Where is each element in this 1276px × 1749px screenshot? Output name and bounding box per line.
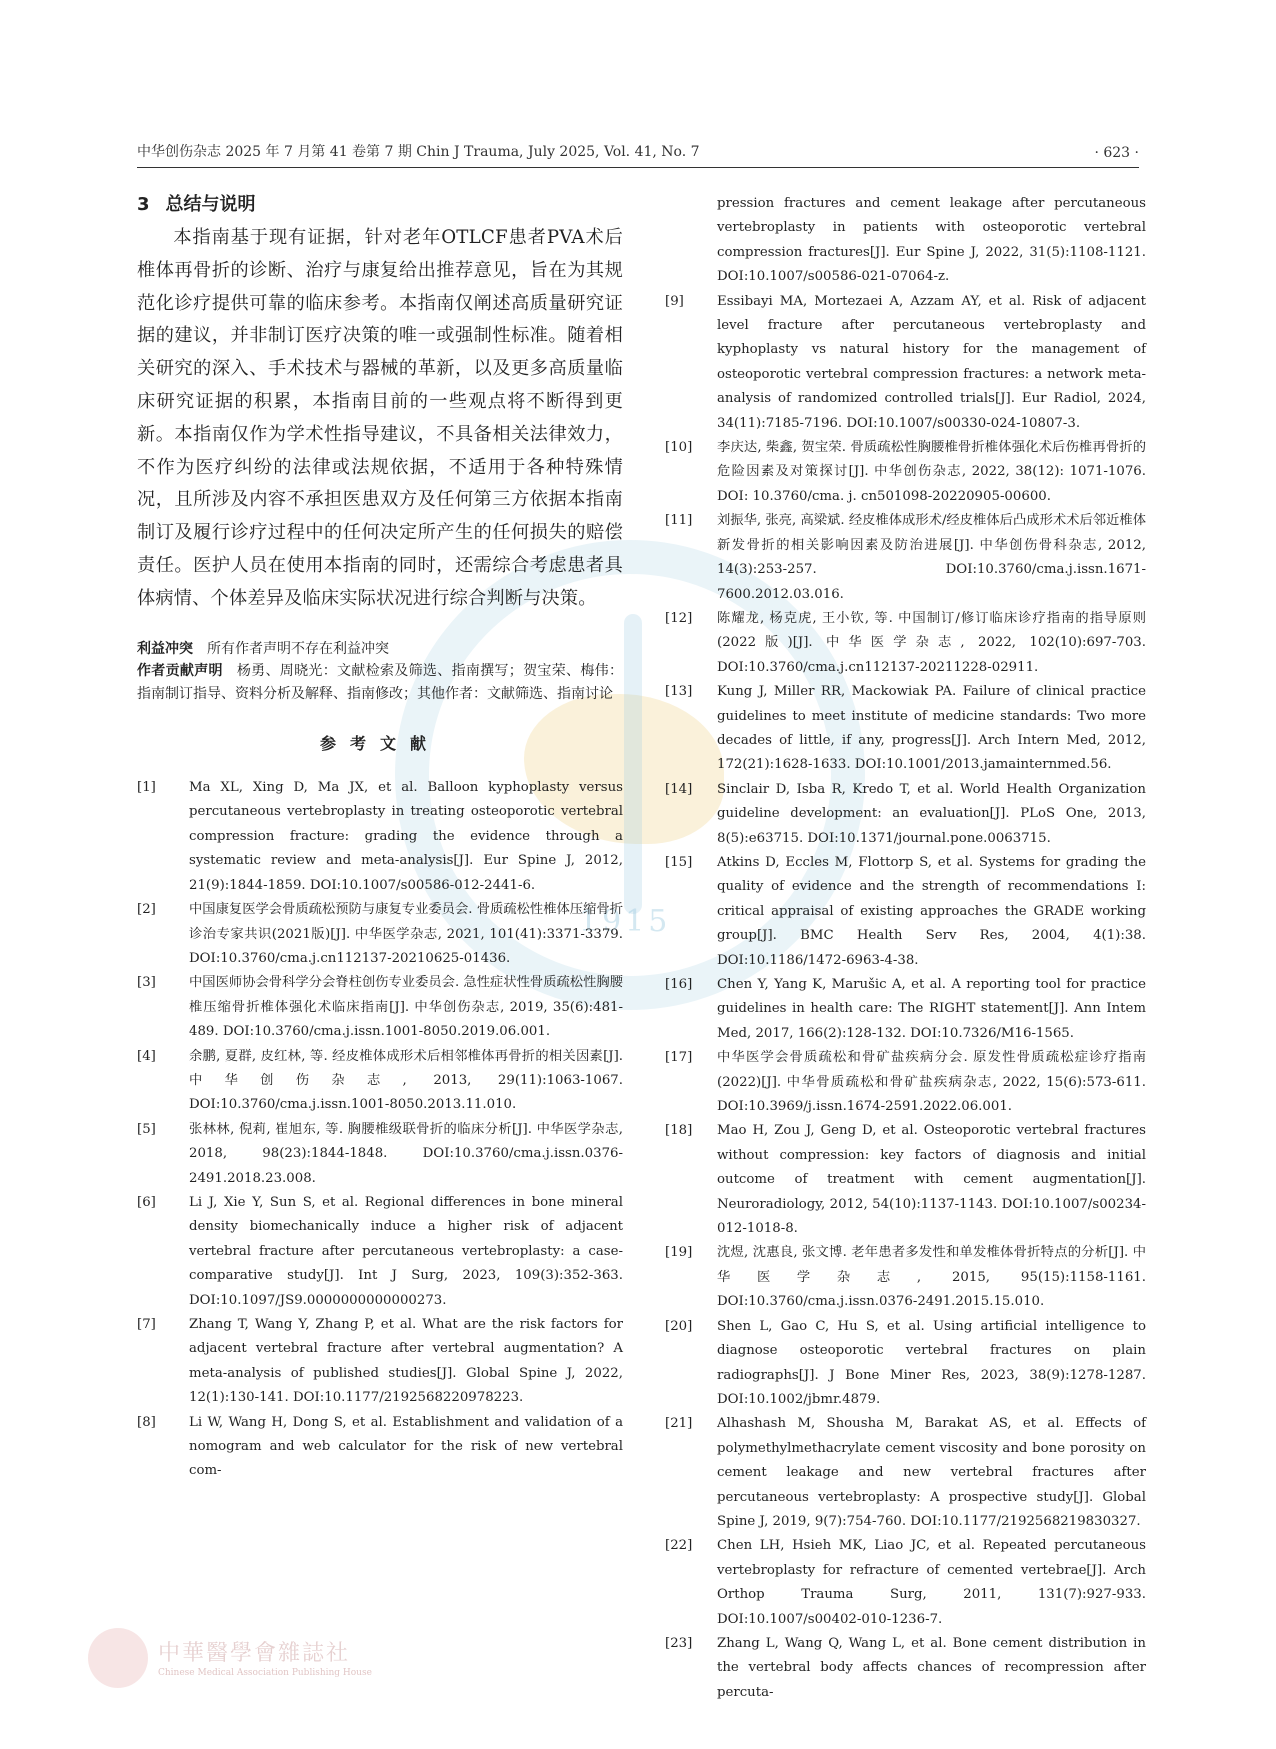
reference-number: [8] (137, 1414, 156, 1430)
reference-item (665, 509, 1146, 607)
author-contributions (137, 660, 623, 705)
reference-text: Zhang T, Wang Y, Zhang P, et al. What are the risk factors for adjacent vertebral fracture after vertebral augmentation? A meta-analysis of published studies[J]. Global Spine J, 2022, 12(1):130-141. DOI:10.1177/2192568220978223. (189, 1317, 623, 1406)
reference-text: 余鹏, 夏群, 皮红林, 等. 经皮椎体成形术后相邻椎体再骨折的相关因素[J]. 中华创伤杂志, 2013, 29(11):1063-1067. DOI:10.3760/cma.j.issn.1001-8050.2013.11.010. (189, 1048, 623, 1113)
reference-number: [7] (137, 1317, 156, 1332)
reference-text: 刘振华, 张亮, 高梁斌. 经皮椎体成形术/经皮椎体后凸成形术术后邻近椎体新发骨折的相关影响因素及防治进展[J]. 中华创伤骨科杂志, 2012, 14(3):253-257. DOI:10.3760/cma.j.issn.1671-7600.2012.03.016. (717, 513, 1146, 602)
running-header (137, 141, 1139, 168)
reference-number: [18] (665, 1123, 693, 1139)
reference-text: Essibayi MA, Mortezaei A, Azzam AY, et al. Risk of adjacent level fracture after percutaneous vertebroplasty and kyphoplasty vs natural history for the management of osteoporotic vertebral compression fractures: a network meta-analysis of randomized controlled trials[J]. Eur Radiol, 2024, 34(11):7185-7196. DOI:10.1007/s00330-024-10807-3. (717, 293, 1146, 431)
reference-text: pression fractures and cement leakage after percutaneous vertebroplasty in patients with osteoporotic vertebral compression fractures[J]. Eur Spine J, 2022, 31(5):1108-1121. DOI:10.1007/s00586-021-07064-z. (717, 196, 1146, 285)
reference-number: [22] (665, 1538, 693, 1554)
reference-item (665, 1412, 1146, 1534)
reference-list-right (665, 192, 1146, 1705)
reference-item (665, 1632, 1146, 1705)
reference-text: Li W, Wang H, Dong S, et al. Establishment and validation of a nomogram and web calculator for the risk of new vertebral com- (189, 1414, 623, 1479)
reference-text: Ma XL, Xing D, Ma JX, et al. Balloon kyphoplasty versus percutaneous vertebroplasty in treating osteoporotic vertebral compression fracture: grading the evidence through a systematic review and meta-analysis[J]. Eur Spine J, 2012, 21(9):1844-1859. DOI:10.1007/s00586-012-2441-6. (189, 780, 623, 893)
reference-text: Kung J, Miller RR, Mackowiak PA. Failure of clinical practice guidelines to meet institute of medicine standards: Two more decades of little, if any, progress[J]. Arch Intern Med, 2012, 172(21):1628-1633. DOI:10.1001/2013.jamainternmed.56. (717, 684, 1146, 773)
reference-number: [20] (665, 1318, 693, 1334)
reference-number: [10] (665, 440, 693, 456)
reference-item (137, 776, 623, 898)
reference-text: Alhashash M, Shousha M, Barakat AS, et al. Effects of polymethylmethacrylate cement viscosity and bone porosity on cement leakage and new vertebral fractures after percutaneous vertebroplasty: A prospective study[J]. Global Spine J, 2019, 9(7):754-760. DOI:10.1177/2192568219830327. (717, 1416, 1146, 1529)
declarations (137, 638, 623, 706)
reference-text: 李庆达, 柴鑫, 贺宝荣. 骨质疏松性胸腰椎骨折椎体强化术后伤椎再骨折的危险因素及对策探讨[J]. 中华创伤杂志, 2022, 38(12): 1071-1076. DOI: 10.3760/cma. j. cn501098-20220905-00600. (717, 440, 1146, 504)
watermark-year: 1915 (579, 904, 672, 939)
reference-item (665, 1046, 1146, 1119)
reference-number: [6] (137, 1194, 156, 1210)
reference-number: [5] (137, 1121, 156, 1137)
reference-number: [3] (137, 975, 156, 991)
right-column (665, 192, 1146, 1705)
reference-item (665, 1241, 1146, 1314)
reference-text: Sinclair D, Isba R, Kredo T, et al. World Health Organization guideline development: an evaluation[J]. PLoS One, 2013, 8(5):e63715. DOI:10.1371/journal.pone.0063715. (717, 781, 1146, 846)
section-heading (137, 190, 623, 216)
reference-text: Mao H, Zou J, Geng D, et al. Osteoporotic vertebral fractures without compression: key factors of diagnosis and initial outcome of treatment with cement augmentation[J]. Neuroradiology, 2012, 54(10):1137-1143. DOI:10.1007/s00234-012-1018-8. (717, 1123, 1146, 1237)
publisher-logo-icon (88, 1628, 148, 1688)
reference-number: [17] (665, 1050, 693, 1066)
reference-number: [16] (665, 977, 693, 992)
reference-item (137, 1313, 623, 1411)
reference-text: Shen L, Gao C, Hu S, et al. Using artificial intelligence to diagnose osteoporotic vertebral fractures on plain radiographs[J]. J Bone Miner Res, 2023, 38(9):1278-1287. DOI:10.1002/jbmr.4879. (717, 1318, 1146, 1407)
conflict-of-interest (137, 638, 623, 661)
reference-number: [11] (665, 513, 693, 529)
reference-item (665, 290, 1146, 436)
reference-item (137, 1191, 623, 1313)
reference-text: 陈耀龙, 杨克虎, 王小钦, 等. 中国制订/修订临床诊疗指南的指导原则(2022版)[J]. 中华医学杂志, 2022, 102(10):697-703. DOI:10.3760/cma.j.cn112137-20211228-02911. (717, 610, 1146, 675)
journal-citation: 中华创伤杂志 2025 年 7 月第 41 卷第 7 期 Chin J Trauma, July 2025, Vol. 41, No. 7 (137, 144, 700, 160)
reference-item (665, 192, 1146, 290)
summary-paragraph: 本指南基于现有证据，针对老年OTLCF患者PVA术后椎体再骨折的诊断、治疗与康复给出推荐意见，旨在为其规范化诊疗提供可靠的临床参考。本指南仅阐述高质量研究证据的建议，并非制订医疗决策的唯一或强制性标准。随着相关研究的深入、手术技术与器械的革新，以及更多高质量临床研究证据的积累，本指南目前的一些观点将不断得到更新。本指南仅作为学术性指导建议，不具备相关法律效力，不作为医疗纠纷的法律或法规依据，不适用于各种特殊情况，且所涉及内容不承担医患双方及任何第三方依据本指南制订及履行诊疗过程中的任何决定所产生的任何损失的赔偿责任。医护人员在使用本指南的同时，还需综合考虑患者具体病情、个体差异及临床实际状况进行综合判断与决策。 (137, 227, 623, 609)
reference-text: 中国医师协会骨科学分会脊柱创伤专业委员会. 急性症状性骨质疏松性胸腰椎压缩骨折椎体强化术临床指南[J]. 中华创伤杂志, 2019, 35(6):481-489. DOI:10.3760/cma.j.issn.1001-8050.2019.06.001. (189, 975, 623, 1040)
reference-number: [12] (665, 610, 693, 626)
reference-number: [13] (665, 684, 693, 700)
publisher-name-en: Chinese Medical Association Publishing House (158, 1668, 372, 1678)
reference-item (137, 898, 623, 971)
reference-item (665, 1119, 1146, 1241)
watermark-staff-icon (624, 614, 642, 914)
reference-text: Atkins D, Eccles M, Flottorp S, et al. Systems for grading the quality of evidence and the strength of recommendations I: critical appraisal of existing approaches the GRADE working group[J]. BMC Health Serv Res, 2004, 4(1):38. DOI:10.1186/1472-6963-4-38. (717, 854, 1146, 968)
conflict-text: 所有作者声明不存在利益冲突 (207, 640, 389, 657)
reference-text: Zhang L, Wang Q, Wang L, et al. Bone cement distribution in the vertebral body affects chances of recompression after percuta- (717, 1635, 1146, 1700)
reference-text: Li J, Xie Y, Sun S, et al. Regional differences in bone mineral density biomechanically induce a higher risk of adjacent vertebral fracture after percutaneous vertebroplasty: a case-comparative study[J]. Int J Surg, 2023, 109(3):352-363. DOI:10.1097/JS9.0000000000000273. (189, 1194, 623, 1308)
page-number: · 623 · (1094, 145, 1139, 161)
reference-item (665, 1315, 1146, 1413)
reference-item (665, 607, 1146, 680)
references-heading: 参考文献 (319, 734, 440, 754)
reference-item (665, 778, 1146, 851)
reference-number: [1] (137, 780, 156, 796)
reference-item (137, 1411, 623, 1484)
reference-number: [19] (665, 1245, 693, 1261)
reference-text: 张林林, 倪莉, 崔旭东, 等. 胸腰椎级联骨折的临床分析[J]. 中华医学杂志, 2018, 98(23):1844-1848. DOI:10.3760/cma.j.issn.0376-2491.2018.23.008. (189, 1121, 623, 1186)
reference-number: [2] (137, 902, 156, 918)
left-column (137, 190, 623, 1484)
reference-item (665, 680, 1146, 778)
reference-item (665, 851, 1146, 973)
reference-number: [4] (137, 1048, 156, 1064)
reference-item (665, 436, 1146, 509)
reference-text: Chen LH, Hsieh MK, Liao JC, et al. Repeated percutaneous vertebroplasty for refracture of cemented vertebrae[J]. Arch Orthop Trauma Surg, 2011, 131(7):927-933. DOI:10.1007/s00402-010-1236-7. (717, 1538, 1146, 1627)
section-number: 3 (137, 194, 150, 215)
reference-item (665, 973, 1146, 1046)
reference-number: [21] (665, 1416, 693, 1432)
reference-number: [23] (665, 1635, 693, 1651)
reference-item (137, 971, 623, 1044)
reference-item (137, 1118, 623, 1191)
reference-text: 中华医学会骨质疏松和骨矿盐疾病分会. 原发性骨质疏松症诊疗指南(2022)[J]. 中华骨质疏松和骨矿盐疾病杂志, 2022, 15(6):573-611. DOI:10.3969/j.issn.1674-2591.2022.06.001. (717, 1050, 1146, 1115)
reference-item (137, 1045, 623, 1118)
reference-number: [14] (665, 781, 693, 797)
reference-number: [15] (665, 854, 693, 870)
section-title: 总结与说明 (165, 194, 256, 215)
reference-list-left (137, 776, 623, 1484)
reference-text: 沈煜, 沈惠良, 张文博. 老年患者多发性和单发椎体骨折特点的分析[J]. 中华医学杂志, 2015, 95(15):1158-1161. DOI:10.3760/cma.j.issn.0376-2491.2015.15.010. (717, 1245, 1146, 1310)
contrib-text: 杨勇、周晓光：文献检索及筛选、指南撰写；贺宝荣、梅伟：指南制订指导、资料分析及解释、指南修改；其他作者：文献筛选、指南讨论 (137, 663, 623, 702)
publisher-name: 中華醫學會雜誌社 (158, 1641, 351, 1666)
reference-text: 中国康复医学会骨质疏松预防与康复专业委员会. 骨质疏松性椎体压缩骨折诊治专家共识(2021版)[J]. 中华医学杂志, 2021, 101(41):3371-3379. DOI:10.3760/cma.j.cn112137-20210625-01436. (189, 902, 623, 966)
conflict-label: 利益冲突 (137, 640, 193, 657)
contrib-label: 作者贡献声明 (137, 663, 223, 680)
reference-number: [9] (665, 293, 684, 309)
reference-item (665, 1534, 1146, 1632)
reference-text: Chen Y, Yang K, Marušic A, et al. A reporting tool for practice guidelines in health care: The RIGHT statement[J]. Ann Intem Med, 2017, 166(2):128-132. DOI:10.7326/M16-1565. (717, 977, 1146, 1041)
